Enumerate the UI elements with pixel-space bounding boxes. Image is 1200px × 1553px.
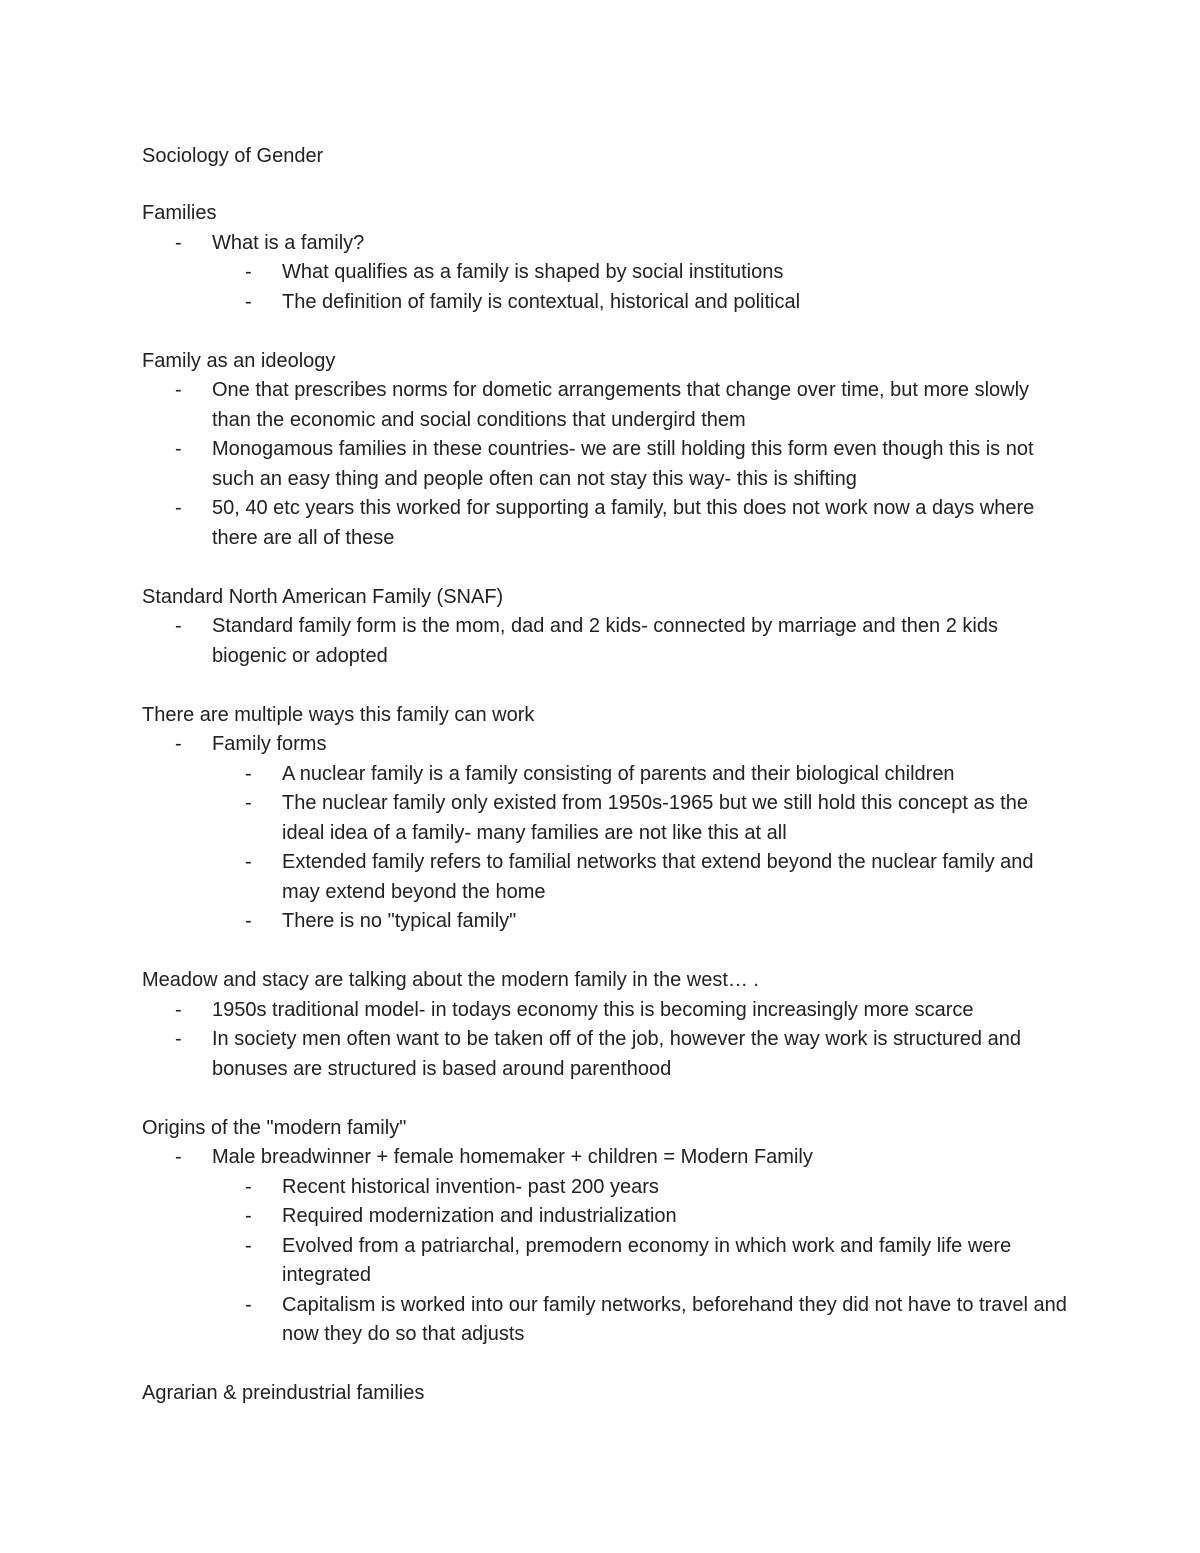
bullet-text: One that prescribes norms for dometic arrangements that change over time, but more slowly than the economic and social conditions that undergird them (212, 379, 1030, 431)
sub-bullet-list (212, 760, 1072, 937)
outline-section (142, 966, 1072, 1084)
sub-bullet-item: - The definition of family is contextual, historical and political (282, 288, 1072, 318)
sub-bullet-item: - A nuclear family is a family consisting of parents and their biological children (282, 760, 1072, 790)
outline-section (142, 347, 1072, 554)
bullet-item (212, 1025, 1072, 1084)
sub-bullet-item: - Capitalism is worked into our family networks, beforehand they did not have to travel and now they do so that adjusts (282, 1291, 1072, 1350)
bullet-text: Family forms (212, 733, 327, 755)
bullet-text: Standard family form is the mom, dad and 2 kids- connected by marriage and then 2 kids biogenic or adopted (212, 615, 998, 667)
bullet-item (212, 612, 1072, 671)
bullet-text: 50, 40 etc years this worked for supporting a family, but this does not work now a days where there are all of these (212, 497, 1035, 549)
sub-bullet-item: - What qualifies as a family is shaped by social institutions (282, 258, 1072, 288)
bullet-text: In society men often want to be taken off of the job, however the way work is structured and bonuses are structured is based around parenthood (212, 1028, 1021, 1080)
bullet-item (212, 494, 1072, 553)
document-title: Sociology of Gender (142, 145, 324, 167)
bullet-list (142, 376, 1072, 553)
bullet-list (142, 1143, 1072, 1350)
bullet-text: Monogamous families in these countries- we are still holding this form even though this is not such an easy thing and people often can not stay this way- this is shifting (212, 438, 1034, 490)
section-heading: Meadow and stacy are talking about the modern family in the west… . (142, 969, 759, 991)
outline-section (142, 199, 1072, 317)
sub-bullet-item: - Required modernization and industrialization (282, 1202, 1072, 1232)
document-body (142, 199, 1072, 1438)
bullet-item (212, 996, 1072, 1026)
sub-bullet-item: - Evolved from a patriarchal, premodern economy in which work and family life were integrated (282, 1232, 1072, 1291)
section-heading: Families (142, 202, 217, 224)
sub-bullet-item: - The nuclear family only existed from 1950s-1965 but we still hold this concept as the ideal idea of a family- many families are not like this at all (282, 789, 1072, 848)
section-heading: Family as an ideology (142, 349, 336, 372)
sub-bullet-item: - Recent historical invention- past 200 years (282, 1173, 1072, 1203)
section-heading: There are multiple ways this family can work (142, 703, 535, 726)
section-heading: Standard North American Family (SNAF) (142, 585, 504, 608)
bullet-item (212, 1143, 1072, 1350)
bullet-text: Male breadwinner + female homemaker + children = Modern Family (212, 1146, 813, 1168)
sub-bullet-item: - Extended family refers to familial networks that extend beyond the nuclear family and may extend beyond the home (282, 848, 1072, 907)
bullet-list (142, 612, 1072, 671)
bullet-item (212, 435, 1072, 494)
bullet-item (212, 376, 1072, 435)
outline-section (142, 583, 1072, 672)
section-heading: Origins of the "modern family" (142, 1116, 407, 1139)
bullet-item (212, 229, 1072, 318)
sub-bullet-list (212, 258, 1072, 317)
bullet-list (142, 229, 1072, 318)
sub-bullet-item: - There is no "typical family" (282, 907, 1072, 937)
sub-bullet-list (212, 1173, 1072, 1350)
bullet-list (142, 730, 1072, 937)
outline-section (142, 701, 1072, 937)
outline-section (142, 1379, 1072, 1409)
section-heading: Agrarian & preindustrial families (142, 1382, 425, 1404)
bullet-text: What is a family? (212, 231, 365, 254)
outline-section (142, 1114, 1072, 1350)
bullet-item (212, 730, 1072, 937)
bullet-list (142, 996, 1072, 1085)
bullet-text: 1950s traditional model- in todays economy this is becoming increasingly more scarce (212, 998, 974, 1021)
